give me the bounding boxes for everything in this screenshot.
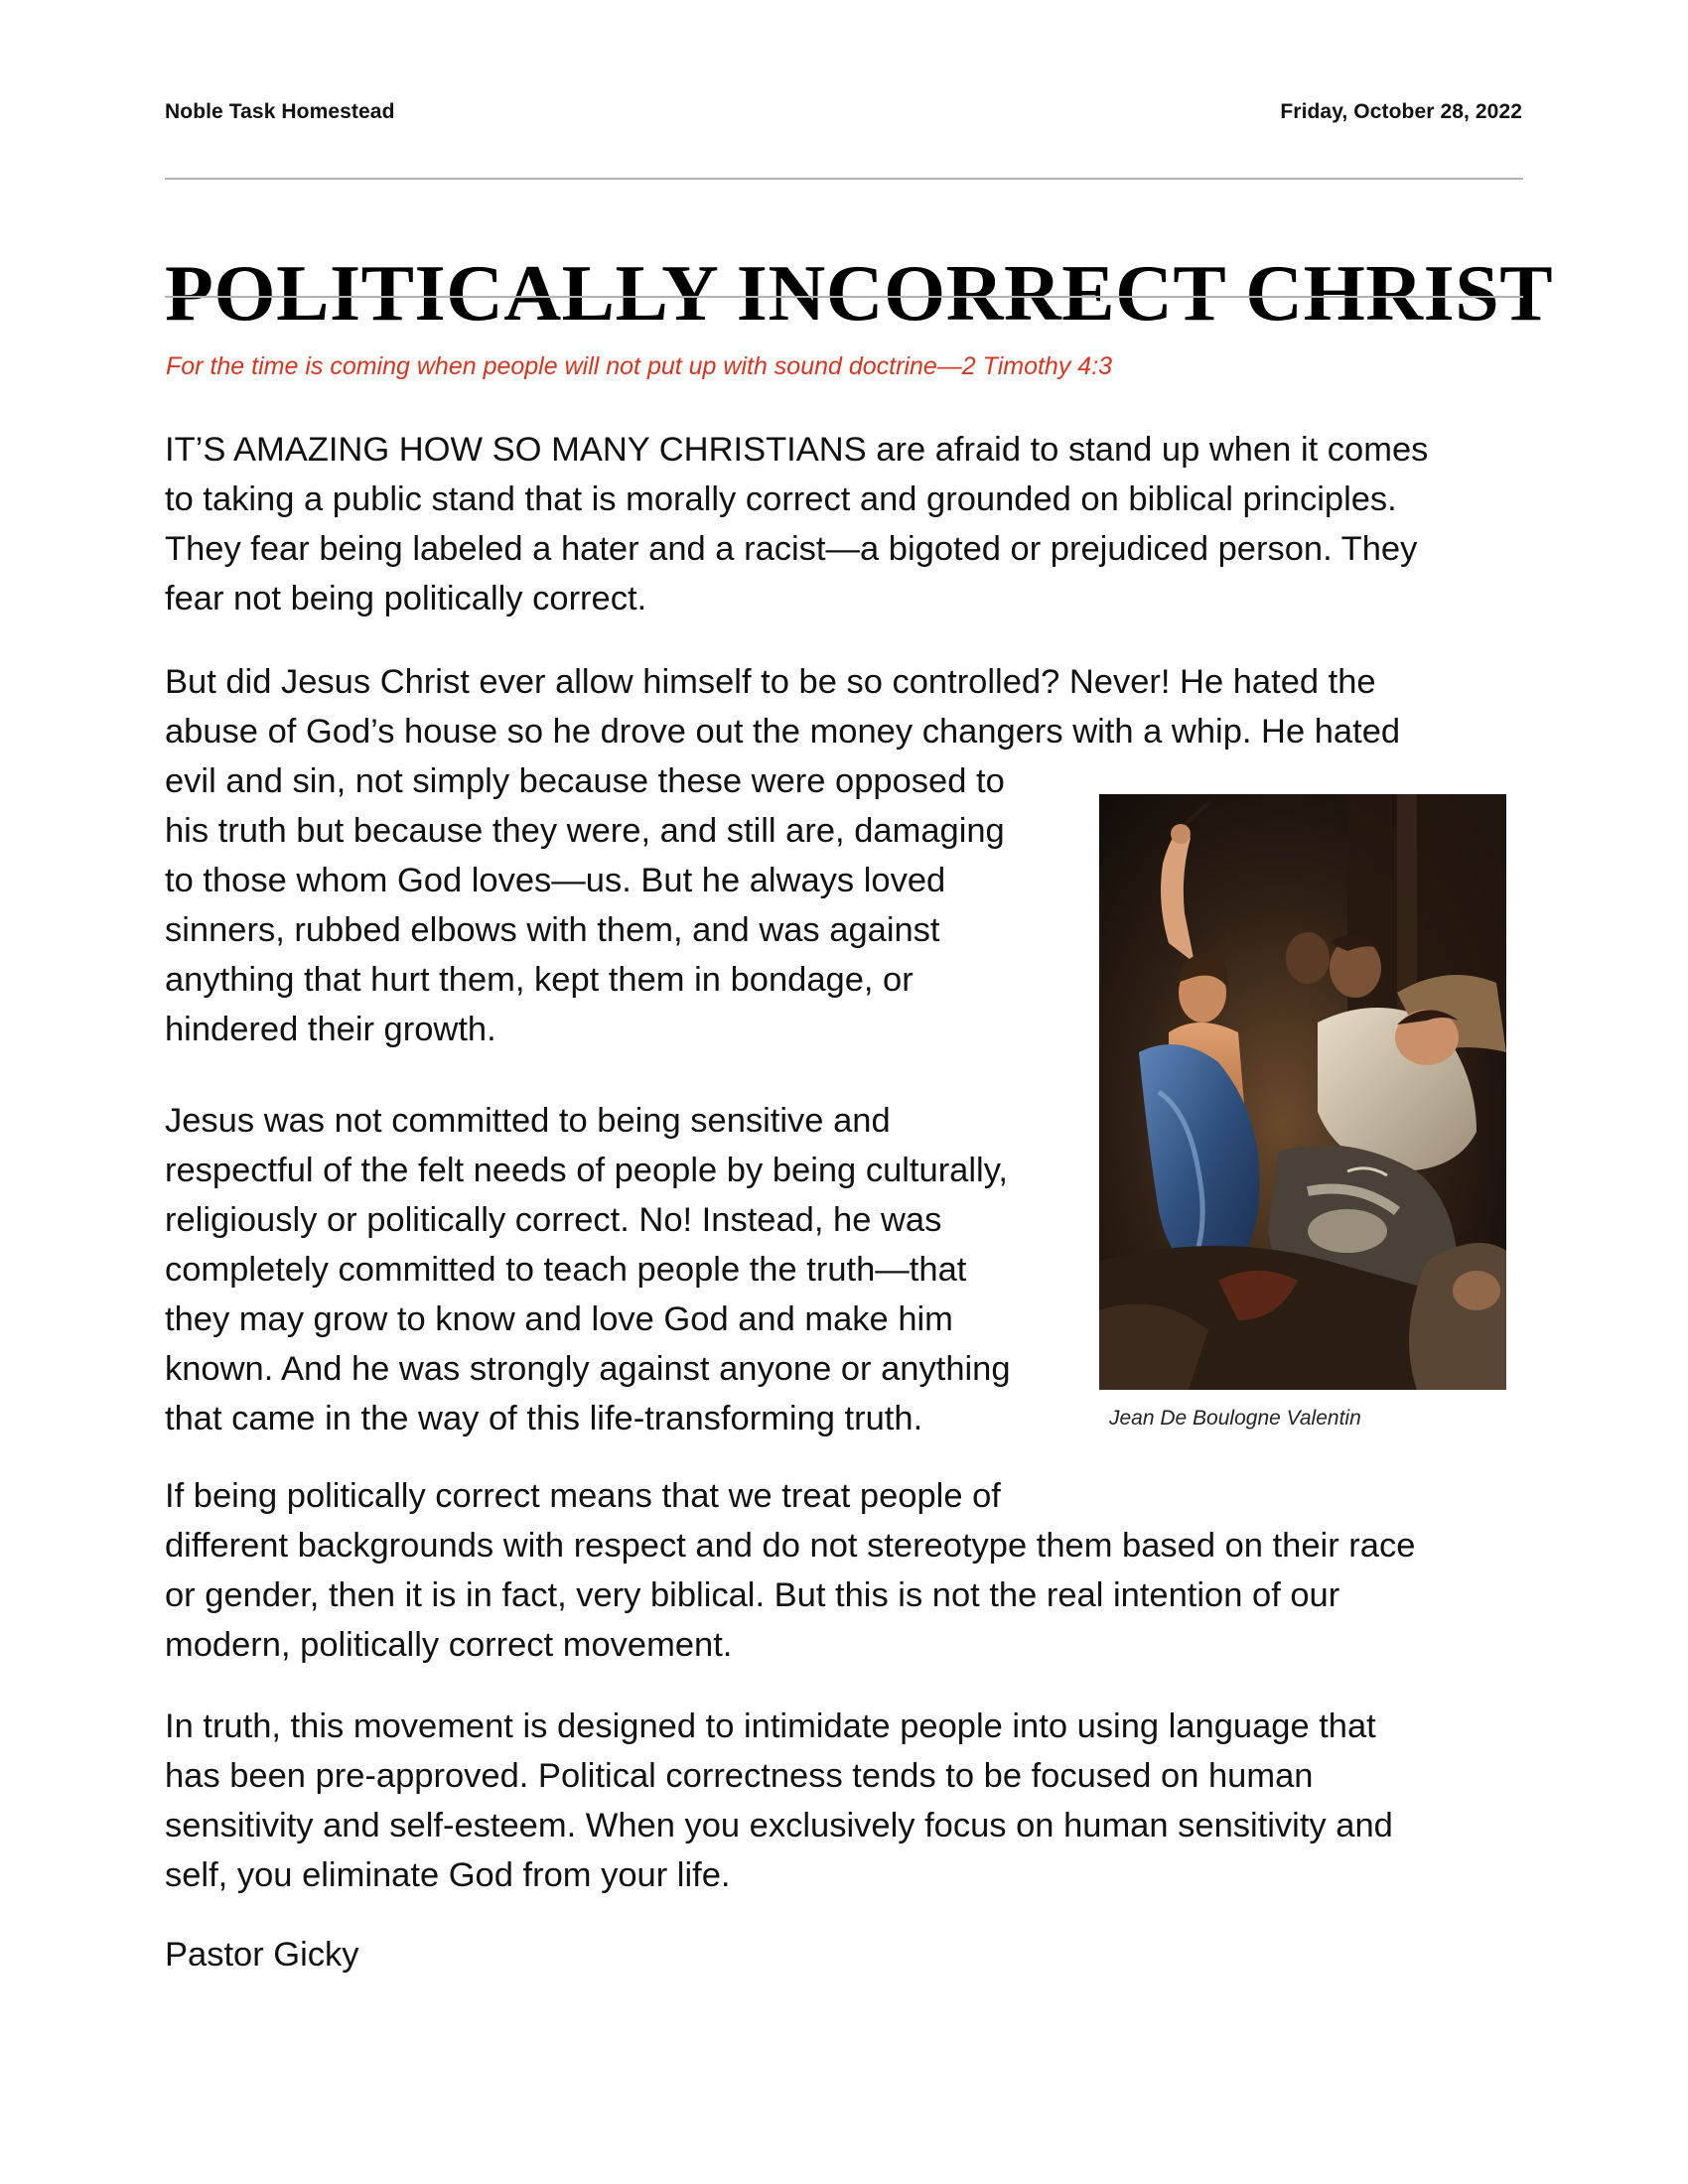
paragraph-line: they may grow to know and love God and make him	[165, 1300, 953, 1338]
paragraph-line: that came in the way of this life-transforming truth.	[165, 1400, 923, 1437]
paragraph-line: Jesus was not committed to being sensitive and	[165, 1102, 891, 1140]
paragraph-line: modern, politically correct movement.	[165, 1626, 733, 1664]
paragraph-3	[165, 1096, 1011, 1443]
paragraph-line: has been pre-approved. Political correctness tends to be focused on human	[165, 1757, 1314, 1795]
paragraph-line: sinners, rubbed elbows with them, and was against	[165, 911, 940, 949]
paragraph-line: anything that hurt them, kept them in bondage, or	[165, 961, 914, 999]
header-date: Friday, October 28, 2022	[1280, 100, 1522, 123]
paragraph-line: different backgrounds with respect and do not stereotype them based on their race	[165, 1527, 1416, 1565]
painting-image	[1099, 794, 1506, 1390]
paragraph-5	[165, 1702, 1393, 1900]
paragraph-line: religiously or politically correct. No! Instead, he was	[165, 1201, 942, 1239]
paragraph-line: known. And he was strongly against anyone or anything	[165, 1350, 1011, 1388]
paragraph-line: to those whom God loves—us. But he always loved	[165, 862, 946, 899]
paragraph-line: fear not being politically correct.	[165, 580, 647, 617]
painting-caption: Jean De Boulogne Valentin	[1109, 1407, 1361, 1430]
paragraph-line: respectful of the felt needs of people by being culturally,	[165, 1152, 1008, 1189]
title-top-rule	[165, 178, 1523, 180]
paragraph-line: his truth but because they were, and still are, damaging	[165, 812, 1005, 850]
paragraph-line: They fear being labeled a hater and a racist—a bigoted or prejudiced person. They	[165, 530, 1418, 568]
paragraph-line: self, you eliminate God from your life.	[165, 1856, 731, 1894]
paragraph-line: completely committed to teach people the truth—that	[165, 1251, 967, 1289]
painting-christ-driving-out-money-changers-icon	[1099, 794, 1506, 1390]
paragraph-1	[165, 425, 1428, 623]
paragraph-line: IT’S AMAZING HOW SO MANY CHRISTIANS are afraid to stand up when it comes	[165, 431, 1429, 469]
title-bottom-rule	[165, 296, 1523, 298]
paragraph-line: hindered their growth.	[165, 1011, 496, 1048]
header-publisher: Noble Task Homestead	[165, 100, 395, 123]
paragraph-4	[165, 1471, 1415, 1670]
signature: Pastor Gicky	[165, 1936, 359, 1974]
page-title: POLITICALLY INCORRECT CHRIST	[165, 249, 1554, 338]
paragraph-line: abuse of God’s house so he drove out the money changers with a whip. He hated	[165, 713, 1401, 751]
paragraph-line: evil and sin, not simply because these were opposed to	[165, 762, 1005, 800]
scripture-epigraph: For the time is coming when people will not put up with sound doctrine—2 Timothy 4:3	[166, 352, 1113, 380]
paragraph-line: sensitivity and self-esteem. When you exclusively focus on human sensitivity and	[165, 1807, 1393, 1844]
paragraph-line: In truth, this movement is designed to intimidate people into using language that	[165, 1707, 1376, 1745]
paragraph-line: to taking a public stand that is morally correct and grounded on biblical principles.	[165, 480, 1397, 518]
paragraph-line: or gender, then it is in fact, very biblical. But this is not the real intention of our	[165, 1576, 1340, 1614]
paragraph-line: But did Jesus Christ ever allow himself to be so controlled? Never! He hated the	[165, 663, 1376, 701]
paragraph-line: If being politically correct means that we treat people of	[165, 1477, 1001, 1515]
